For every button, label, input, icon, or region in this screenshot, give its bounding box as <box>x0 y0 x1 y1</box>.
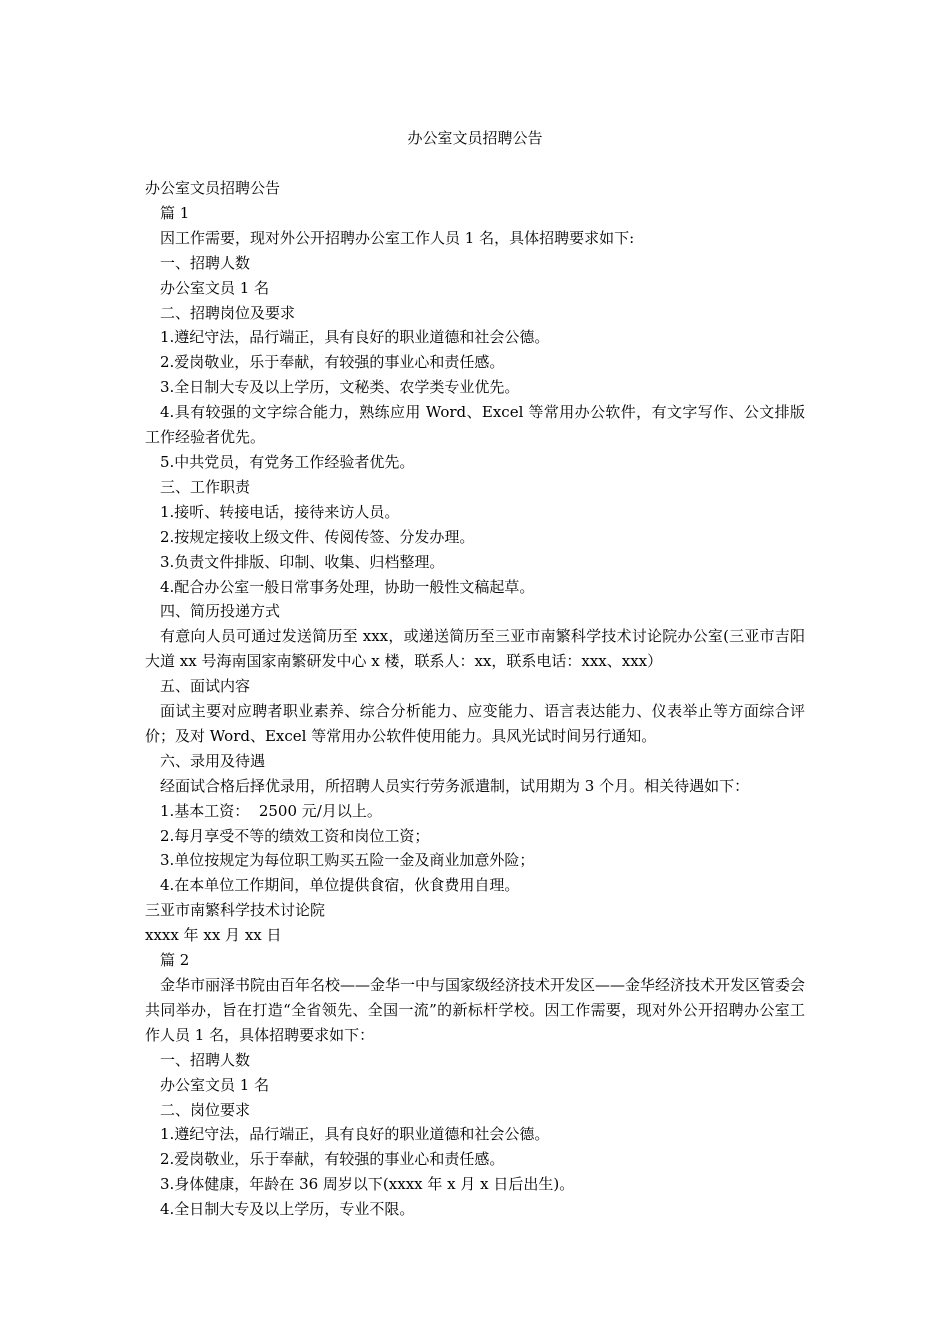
part1-section5-title: 五、面试内容 <box>160 677 251 696</box>
part2-section2-title: 二、岗位要求 <box>160 1100 251 1119</box>
part2-section1-text: 办公室文员 1 名 <box>160 1075 270 1094</box>
list-item: 2.爱岗敬业，乐于奉献，有较强的事业心和责任感。 <box>160 353 505 372</box>
list-item: 4.在本单位工作期间，单位提供食宿，伙食费用自理。 <box>160 876 520 895</box>
part1-section3-title: 三、工作职责 <box>160 477 251 496</box>
list-item: 1.接听、转接电话，接待来访人员。 <box>160 502 400 521</box>
list-item: 3.全日制大专及以上学历，文秘类、农学类专业优先。 <box>160 378 520 397</box>
list-item: 2.爱岗敬业，乐于奉献，有较强的事业心和责任感。 <box>160 1150 505 1169</box>
part1-section1-title: 一、招聘人数 <box>160 253 251 272</box>
part1-date: xxxx 年 xx 月 xx 日 <box>145 926 282 945</box>
list-item: 3.单位按规定为每位职工购买五险一金及商业加意外险； <box>160 851 535 870</box>
part1-section5-text: 面试主要对应聘者职业素养、综合分析能力、应变能力、语言表达能力、仪表举止等方面综合评价；及对 Word、Excel 等常用办公软件使用能力。具风光试时间另行通知。 <box>145 702 805 745</box>
list-item: 2.每月享受不等的绩效工资和岗位工资； <box>160 826 430 845</box>
list-item: 1.遵纪守法，品行端正，具有良好的职业道德和社会公德。 <box>160 328 550 347</box>
document-title: 办公室文员招聘公告 <box>407 129 543 147</box>
part2-label: 篇 2 <box>160 951 190 970</box>
part1-label: 篇 1 <box>160 203 190 222</box>
part2-intro: 金华市丽泽书院由百年名校——金华一中与国家级经济技术开发区——金华经济技术开发区管委会共同举办，旨在打造“全省领先、全国一流”的新标杆学校。因工作需要，现对外公开招聘办公室工作人员 1 名，具体招聘要求如下： <box>145 976 806 1044</box>
part1-section6-title: 六、录用及待遇 <box>160 751 266 770</box>
list-item: 4.全日制大专及以上学历，专业不限。 <box>160 1200 415 1219</box>
list-item: 4.配合办公室一般日常事务处理，协助一般性文稿起草。 <box>160 577 535 596</box>
document-heading: 办公室文员招聘公告 <box>145 179 281 197</box>
part1-section4-text: 有意向人员可通过发送简历至 xxx，或递送简历至三亚市南繁科学技术讨论院办公室(三亚市吉阳大道 xx 号海南国家南繁研发中心 x 楼，联系人：xx，联系电话：xxx、xxx） <box>145 627 805 671</box>
list-item: 5.中共党员，有党务工作经验者优先。 <box>160 452 415 471</box>
part1-section4-title: 四、简历投递方式 <box>160 602 281 621</box>
list-item: 2.按规定接收上级文件、传阅传签、分发办理。 <box>160 527 475 546</box>
part1-section6-text: 经面试合格后择优录用，所招聘人员实行劳务派遣制，试用期为 3 个月。相关待遇如下： <box>160 776 750 795</box>
list-item: 3.身体健康，年龄在 36 周岁以下(xxxx 年 x 月 x 日后出生)。 <box>160 1175 575 1194</box>
list-item: 3.负责文件排版、印制、收集、归档整理。 <box>160 552 445 571</box>
part1-section1-text: 办公室文员 1 名 <box>160 278 270 297</box>
part1-section2-title: 二、招聘岗位及要求 <box>160 303 296 322</box>
part2-section1-title: 一、招聘人数 <box>160 1050 251 1069</box>
document-body <box>145 176 805 1222</box>
list-item: 4.具有较强的文字综合能力，熟练应用 Word、Excel 等常用办公软件，有文字写作、公文排版工作经验者优先。 <box>145 403 805 447</box>
part1-organization: 三亚市南繁科学技术讨论院 <box>145 901 326 920</box>
list-item: 1.基本工资： 2500 元/月以上。 <box>160 801 382 820</box>
list-item: 1.遵纪守法，品行端正，具有良好的职业道德和社会公德。 <box>160 1125 550 1144</box>
part1-intro: 因工作需要，现对外公开招聘办公室工作人员 1 名，具体招聘要求如下: <box>160 228 635 247</box>
